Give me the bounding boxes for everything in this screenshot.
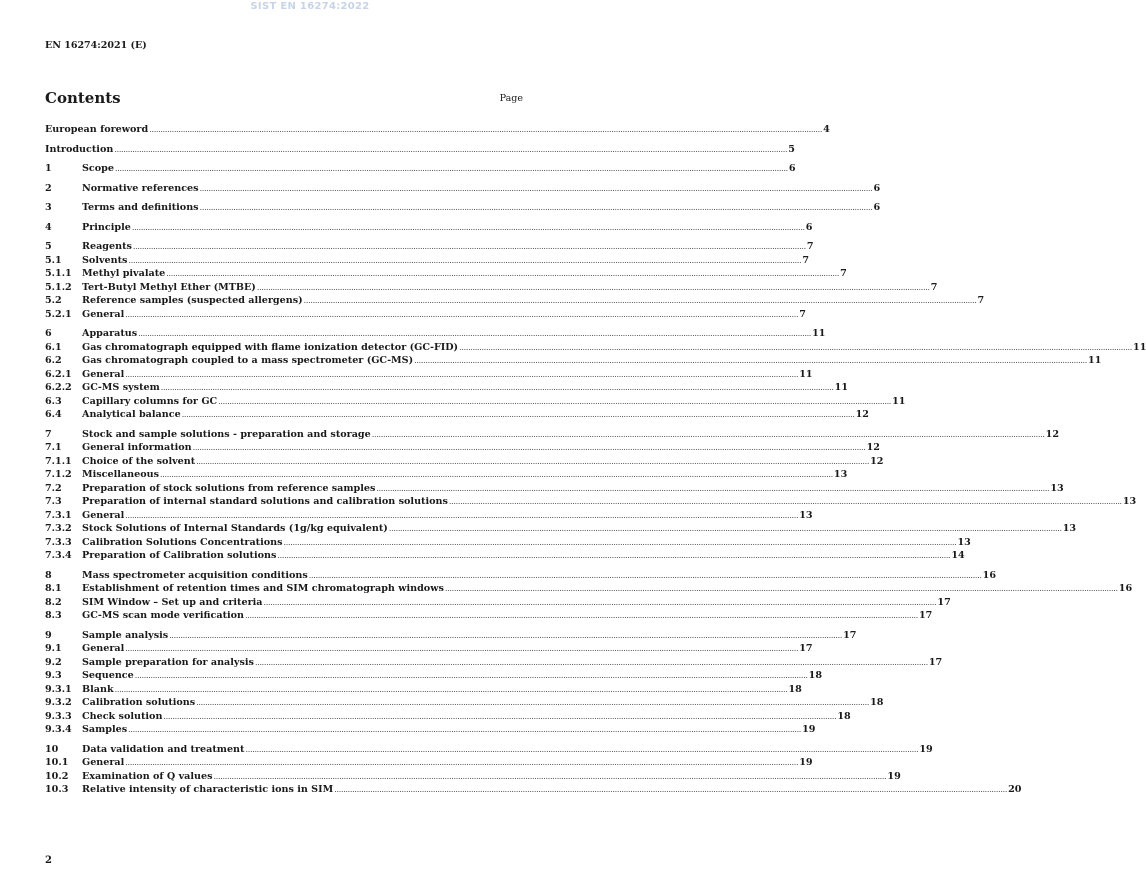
toc-dot-leader: ............................................................................................................................................................................................................................................................................................................ — [283, 537, 957, 547]
toc-entry-page: 17 — [843, 629, 857, 641]
toc-dot-leader: ............................................................................................................................................................................................................................................................................................................ — [213, 771, 887, 781]
toc-entry-title: Normative references — [82, 182, 199, 194]
toc-dot-leader: ............................................................................................................................................................................................................................................................................................................ — [245, 611, 918, 620]
toc-entry-title: GC-MS system — [82, 382, 160, 393]
toc-entry-number: 5.2 — [45, 295, 62, 306]
toc-entry[interactable] — [45, 710, 851, 725]
toc-entry[interactable] — [45, 610, 933, 624]
toc-entry[interactable] — [45, 241, 814, 255]
toc-dot-leader: ............................................................................................................................................................................................................................................................................................................ — [125, 369, 799, 379]
document-id: EN 16274:2021 (E) — [45, 40, 147, 51]
toc-entry[interactable] — [45, 382, 849, 396]
toc-entry-page: 13 — [1122, 496, 1137, 507]
toc-entry[interactable] — [45, 202, 881, 216]
toc-dot-leader: ............................................................................................................................................................................................................................................................................................................ — [263, 597, 937, 607]
toc-entry-title: Calibration solutions — [82, 697, 196, 708]
toc-entry-title: Stock Solutions of Internal Standards (1g/kg equivalent) — [82, 523, 388, 534]
toc-entry-number: 5 — [45, 241, 52, 252]
toc-dot-leader: ............................................................................................................................................................................................................................................................................................................ — [149, 125, 823, 134]
toc-entry-page: 16 — [1118, 583, 1133, 594]
toc-entry-page: 12 — [1045, 428, 1059, 440]
toc-dot-leader: ............................................................................................................................................................................................................................................................................................................ — [199, 183, 873, 193]
toc-entry[interactable] — [45, 697, 884, 711]
toc-dot-leader: ............................................................................................................................................................................................................................................................................................................ — [131, 222, 805, 232]
toc-entry-title: Relative intensity of characteristic ions in SIM — [82, 784, 334, 795]
toc-entry-number: 5.2.1 — [45, 308, 72, 320]
toc-entry[interactable] — [45, 124, 830, 138]
toc-entry-number: 7.3.2 — [45, 523, 72, 534]
toc-entry-title: Capillary columns for GC — [82, 395, 218, 407]
toc-dot-leader: ............................................................................................................................................................................................................................................................................................................ — [444, 584, 1118, 593]
toc-entry-page: 13 — [957, 536, 971, 548]
toc-entry-page: 11 — [1088, 355, 1102, 366]
toc-entry[interactable] — [45, 724, 816, 738]
toc-entry[interactable] — [45, 308, 806, 323]
toc-dot-leader: ............................................................................................................................................................................................................................................................................................................ — [114, 144, 788, 154]
toc-dot-leader: ............................................................................................................................................................................................................................................................................................................ — [245, 744, 919, 754]
toc-entry-page: 6 — [873, 202, 881, 213]
toc-dot-leader: ............................................................................................................................................................................................................................................................................................................ — [159, 470, 833, 479]
toc-entry-page: 12 — [870, 455, 884, 467]
toc-entry[interactable] — [45, 295, 985, 309]
toc-entry-title: Reagents — [82, 241, 132, 252]
toc-entry-page: 17 — [937, 596, 951, 608]
toc-entry-title: Preparation of internal standard solutions and calibration solutions — [82, 496, 448, 507]
toc-entry[interactable] — [45, 163, 796, 177]
toc-dot-leader: ............................................................................................................................................................................................................................................................................................................ — [114, 684, 788, 694]
toc-entry[interactable] — [45, 268, 847, 282]
toc-entry-title: Preparation of stock solutions from reference samples — [82, 482, 376, 494]
toc-entry-title: General — [82, 757, 125, 768]
toc-entry-page: 7 — [930, 281, 938, 293]
toc-entry-page: 17 — [928, 656, 943, 668]
toc-entry-title: General information — [82, 442, 192, 453]
toc-entry-title: Preparation of Calibration solutions — [82, 550, 277, 561]
toc-entry-number: 8.2 — [45, 596, 62, 608]
toc-entry-number: 7.1 — [45, 442, 62, 453]
toc-entry[interactable] — [45, 368, 813, 383]
toc-dot-leader: ............................................................................................................................................................................................................................................................................................................ — [277, 551, 951, 560]
toc-entry-page: 19 — [802, 724, 816, 735]
toc-entry[interactable] — [45, 656, 943, 671]
toc-entry-title: Principle — [82, 221, 131, 233]
watermark: SIST EN 16274:2022 — [250, 1, 370, 12]
toc-entry-number: 7.2 — [45, 482, 62, 494]
toc-entry-title: SIM Window – Set up and criteria — [82, 596, 263, 608]
toc-entry-title: Sample analysis — [82, 629, 169, 641]
toc-entry-page: 4 — [823, 124, 830, 135]
toc-dot-leader: ............................................................................................................................................................................................................................................................................................................ — [196, 698, 870, 707]
toc-dot-leader: ............................................................................................................................................................................................................................................................................................................ — [256, 282, 930, 292]
toc-entry[interactable] — [45, 757, 813, 771]
toc-entry-number: 9.3 — [45, 670, 62, 681]
toc-entry-number: 6.2.2 — [45, 382, 72, 393]
toc-entry-title: Establishment of retention times and SIM chromatograph windows — [82, 583, 444, 594]
toc-dot-leader: ............................................................................................................................................................................................................................................................................................................ — [163, 711, 837, 721]
toc-dot-leader: ............................................................................................................................................................................................................................................................................................................ — [459, 342, 1133, 352]
toc-entry-number: 8.1 — [45, 583, 62, 594]
toc-entry[interactable] — [45, 469, 848, 483]
toc-entry[interactable] — [45, 670, 823, 684]
toc-entry[interactable] — [45, 629, 857, 644]
toc-entry-page: 18 — [870, 697, 884, 708]
toc-entry-number: 9.1 — [45, 643, 62, 654]
toc-entry[interactable] — [45, 743, 933, 758]
toc-dot-leader: ............................................................................................................................................................................................................................................................................................................ — [196, 456, 870, 466]
toc-dot-leader: ............................................................................................................................................................................................................................................................................................................ — [334, 785, 1008, 794]
toc-entry[interactable] — [45, 281, 938, 296]
toc-entry-number: 9.3.4 — [45, 724, 72, 735]
toc-entry-page: 18 — [837, 710, 851, 722]
toc-entry-page: 19 — [919, 743, 933, 755]
toc-entry-title: Scope — [82, 163, 114, 174]
table-of-contents — [45, 124, 1146, 798]
contents-title: Contents — [45, 89, 121, 107]
toc-entry[interactable] — [45, 643, 813, 657]
toc-entry-number: 5.1.2 — [45, 281, 72, 293]
toc-entry-page: 17 — [799, 643, 813, 654]
toc-entry-number: 6.3 — [45, 395, 62, 407]
toc-entry-title: European foreword — [45, 124, 149, 135]
toc-entry[interactable] — [45, 683, 802, 698]
toc-entry-number: 7.3 — [45, 496, 62, 507]
toc-entry-title: Blank — [82, 683, 114, 695]
toc-entry-title: General — [82, 308, 125, 320]
toc-entry[interactable] — [45, 784, 1022, 798]
toc-entry-title: Choice of the solvent — [82, 455, 196, 467]
toc-entry-number: 4 — [45, 221, 52, 233]
toc-entry-number: 7.1.2 — [45, 469, 72, 480]
toc-entry-page: 6 — [788, 163, 796, 174]
toc-entry-page: 13 — [833, 469, 848, 480]
toc-entry-number: 8 — [45, 569, 52, 581]
toc-entry[interactable] — [45, 442, 880, 456]
toc-entry-page: 7 — [799, 308, 806, 320]
toc-entry-title: Tert-Butyl Methyl Ether (MTBE) — [82, 281, 256, 293]
toc-entry-page: 11 — [812, 328, 826, 339]
toc-entry-number: 5.1.1 — [45, 268, 72, 279]
toc-entry[interactable] — [45, 328, 826, 342]
toc-entry-number: 1 — [45, 163, 52, 174]
toc-dot-leader: ............................................................................................................................................................................................................................................................................................................ — [218, 396, 892, 406]
toc-dot-leader: ............................................................................................................................................................................................................................................................................................................ — [125, 758, 799, 767]
toc-entry[interactable] — [45, 355, 1102, 369]
toc-entry[interactable] — [45, 395, 906, 410]
toc-entry-title: Gas chromatograph equipped with flame ionization detector (GC-FID) — [82, 341, 459, 353]
toc-entry[interactable] — [45, 254, 810, 269]
toc-entry[interactable] — [45, 143, 795, 158]
toc-entry-page: 6 — [805, 221, 813, 233]
toc-entry-page: 7 — [840, 268, 847, 279]
toc-dot-leader: ............................................................................................................................................................................................................................................................................................................ — [125, 510, 799, 520]
toc-entry[interactable] — [45, 455, 884, 470]
toc-entry-title: Examination of Q values — [82, 770, 213, 782]
toc-dot-leader: ............................................................................................................................................................................................................................................................................................................ — [303, 296, 977, 305]
toc-entry-title: Sample preparation for analysis — [82, 656, 254, 668]
toc-dot-leader: ............................................................................................................................................................................................................................................................................................................ — [308, 570, 982, 580]
toc-entry-page: 11 — [834, 382, 849, 393]
toc-entry[interactable] — [45, 523, 1077, 537]
toc-entry-page: 13 — [1062, 523, 1077, 534]
toc-entry-page: 17 — [918, 610, 933, 621]
toc-dot-leader: ............................................................................................................................................................................................................................................................................................................ — [160, 383, 834, 392]
toc-entry-page: 12 — [866, 442, 880, 453]
toc-entry-number: 7.3.1 — [45, 509, 72, 521]
toc-entry-title: Stock and sample solutions - preparation and storage — [82, 428, 371, 440]
toc-entry-number: 7.3.4 — [45, 550, 72, 561]
toc-entry[interactable] — [45, 536, 971, 551]
toc-entry[interactable] — [45, 583, 1133, 597]
toc-entry-title: Samples — [82, 724, 128, 735]
toc-entry-title: Check solution — [82, 710, 163, 722]
toc-entry-page: 18 — [808, 670, 823, 681]
toc-entry-number: 10.3 — [45, 784, 69, 795]
toc-entry-page: 18 — [788, 683, 802, 695]
toc-entry[interactable] — [45, 569, 997, 584]
toc-entry-number: 10.1 — [45, 757, 69, 768]
toc-entry-number: 5.1 — [45, 254, 62, 266]
toc-entry[interactable] — [45, 509, 813, 524]
toc-entry-number: 10.2 — [45, 770, 69, 782]
toc-entry-number: 6.4 — [45, 409, 62, 420]
toc-entry-number: 2 — [45, 182, 52, 194]
toc-entry-page: 19 — [887, 770, 901, 782]
toc-entry[interactable] — [45, 770, 901, 785]
toc-entry-title: Reference samples (suspected allergens) — [82, 295, 303, 306]
toc-entry[interactable] — [45, 482, 1064, 497]
toc-entry-page: 7 — [806, 241, 814, 252]
toc-entry-title: Mass spectrometer acquisition conditions — [82, 569, 308, 581]
toc-entry-page: 20 — [1008, 784, 1022, 795]
toc-entry-title: Miscellaneous — [82, 469, 159, 480]
toc-dot-leader: ............................................................................................................................................................................................................................................................................................................ — [125, 644, 799, 653]
toc-entry[interactable] — [45, 428, 1059, 443]
toc-entry-number: 8.3 — [45, 610, 62, 621]
toc-dot-leader: ............................................................................................................................................................................................................................................................................................................ — [128, 725, 802, 734]
toc-dot-leader: ............................................................................................................................................................................................................................................................................................................ — [132, 242, 806, 251]
toc-entry-page: 11 — [892, 395, 906, 407]
toc-entry-page: 16 — [982, 569, 997, 581]
toc-entry-page: 5 — [788, 143, 795, 155]
toc-entry-title: Sequence — [82, 670, 134, 681]
toc-entry-page: 14 — [951, 550, 965, 561]
toc-dot-leader: ............................................................................................................................................................................................................................................................................................................ — [128, 255, 802, 265]
toc-entry[interactable] — [45, 182, 881, 197]
toc-entry-title: Gas chromatograph coupled to a mass spectrometer (GC-MS) — [82, 355, 414, 366]
toc-entry[interactable] — [45, 550, 965, 564]
toc-dot-leader: ............................................................................................................................................................................................................................................................................................................ — [114, 164, 788, 173]
toc-entry-page: 13 — [1050, 482, 1064, 494]
toc-entry-number: 6.1 — [45, 341, 62, 353]
toc-entry-title: Calibration Solutions Concentrations — [82, 536, 283, 548]
toc-entry-number: 7.1.1 — [45, 455, 72, 467]
page-column-label: Page — [499, 93, 523, 104]
toc-dot-leader: ............................................................................................................................................................................................................................................................................................................ — [254, 657, 928, 667]
toc-dot-leader: ............................................................................................................................................................................................................................................................................................................ — [125, 309, 799, 319]
toc-entry[interactable] — [45, 341, 1146, 356]
toc-entry[interactable] — [45, 496, 1137, 510]
toc-entry-title: Solvents — [82, 254, 128, 266]
toc-entry-number: 9 — [45, 629, 52, 641]
toc-entry-title: Apparatus — [82, 328, 138, 339]
toc-entry-number: 6.2 — [45, 355, 62, 366]
toc-entry-title: GC-MS scan mode verification — [82, 610, 245, 621]
toc-entry-number: 9.3.1 — [45, 683, 72, 695]
toc-entry-number: 7 — [45, 428, 52, 440]
toc-entry-page: 12 — [855, 409, 869, 420]
toc-entry-title: General — [82, 643, 125, 654]
toc-entry-page: 7 — [802, 254, 810, 266]
toc-dot-leader: ............................................................................................................................................................................................................................................................................................................ — [414, 356, 1088, 365]
toc-entry-page: 6 — [873, 182, 881, 194]
toc-dot-leader: ............................................................................................................................................................................................................................................................................................................ — [138, 329, 812, 338]
toc-dot-leader: ............................................................................................................................................................................................................................................................................................................ — [192, 443, 866, 452]
toc-entry-title: General — [82, 368, 125, 380]
toc-entry[interactable] — [45, 221, 813, 236]
toc-entry-number: 6.2.1 — [45, 368, 72, 380]
toc-dot-leader: ............................................................................................................................................................................................................................................................................................................ — [181, 410, 855, 419]
toc-dot-leader: ............................................................................................................................................................................................................................................................................................................ — [199, 203, 873, 212]
toc-entry-page: 7 — [977, 295, 985, 306]
page-number: 2 — [45, 855, 52, 866]
toc-entry[interactable] — [45, 409, 869, 423]
toc-entry-number: 9.2 — [45, 656, 62, 668]
toc-dot-leader: ............................................................................................................................................................................................................................................................................................................ — [134, 671, 808, 680]
toc-entry-number: 6 — [45, 328, 52, 339]
toc-entry-title: General — [82, 509, 125, 521]
toc-dot-leader: ............................................................................................................................................................................................................................................................................................................ — [376, 483, 1050, 493]
toc-entry-page: 11 — [799, 368, 813, 380]
toc-entry-page: 19 — [799, 757, 813, 768]
toc-dot-leader: ............................................................................................................................................................................................................................................................................................................ — [388, 524, 1062, 533]
toc-entry-title: Data validation and treatment — [82, 743, 245, 755]
toc-entry-title: Analytical balance — [82, 409, 181, 420]
toc-dot-leader: ............................................................................................................................................................................................................................................................................................................ — [371, 429, 1045, 439]
toc-entry[interactable] — [45, 596, 951, 611]
toc-entry-number: 3 — [45, 202, 52, 213]
toc-entry-title: Methyl pivalate — [82, 268, 166, 279]
toc-entry-number: 9.3.2 — [45, 697, 72, 708]
toc-entry-number: 10 — [45, 743, 59, 755]
toc-entry-number: 7.3.3 — [45, 536, 72, 548]
toc-dot-leader: ............................................................................................................................................................................................................................................................................................................ — [169, 630, 843, 640]
toc-entry-title: Introduction — [45, 143, 114, 155]
toc-entry-page: 11 — [1133, 341, 1146, 353]
toc-dot-leader: ............................................................................................................................................................................................................................................................................................................ — [448, 497, 1122, 506]
toc-dot-leader: ............................................................................................................................................................................................................................................................................................................ — [166, 269, 840, 278]
toc-entry-title: Terms and definitions — [82, 202, 199, 213]
toc-entry-page: 13 — [799, 509, 813, 521]
toc-entry-number: 9.3.3 — [45, 710, 72, 722]
